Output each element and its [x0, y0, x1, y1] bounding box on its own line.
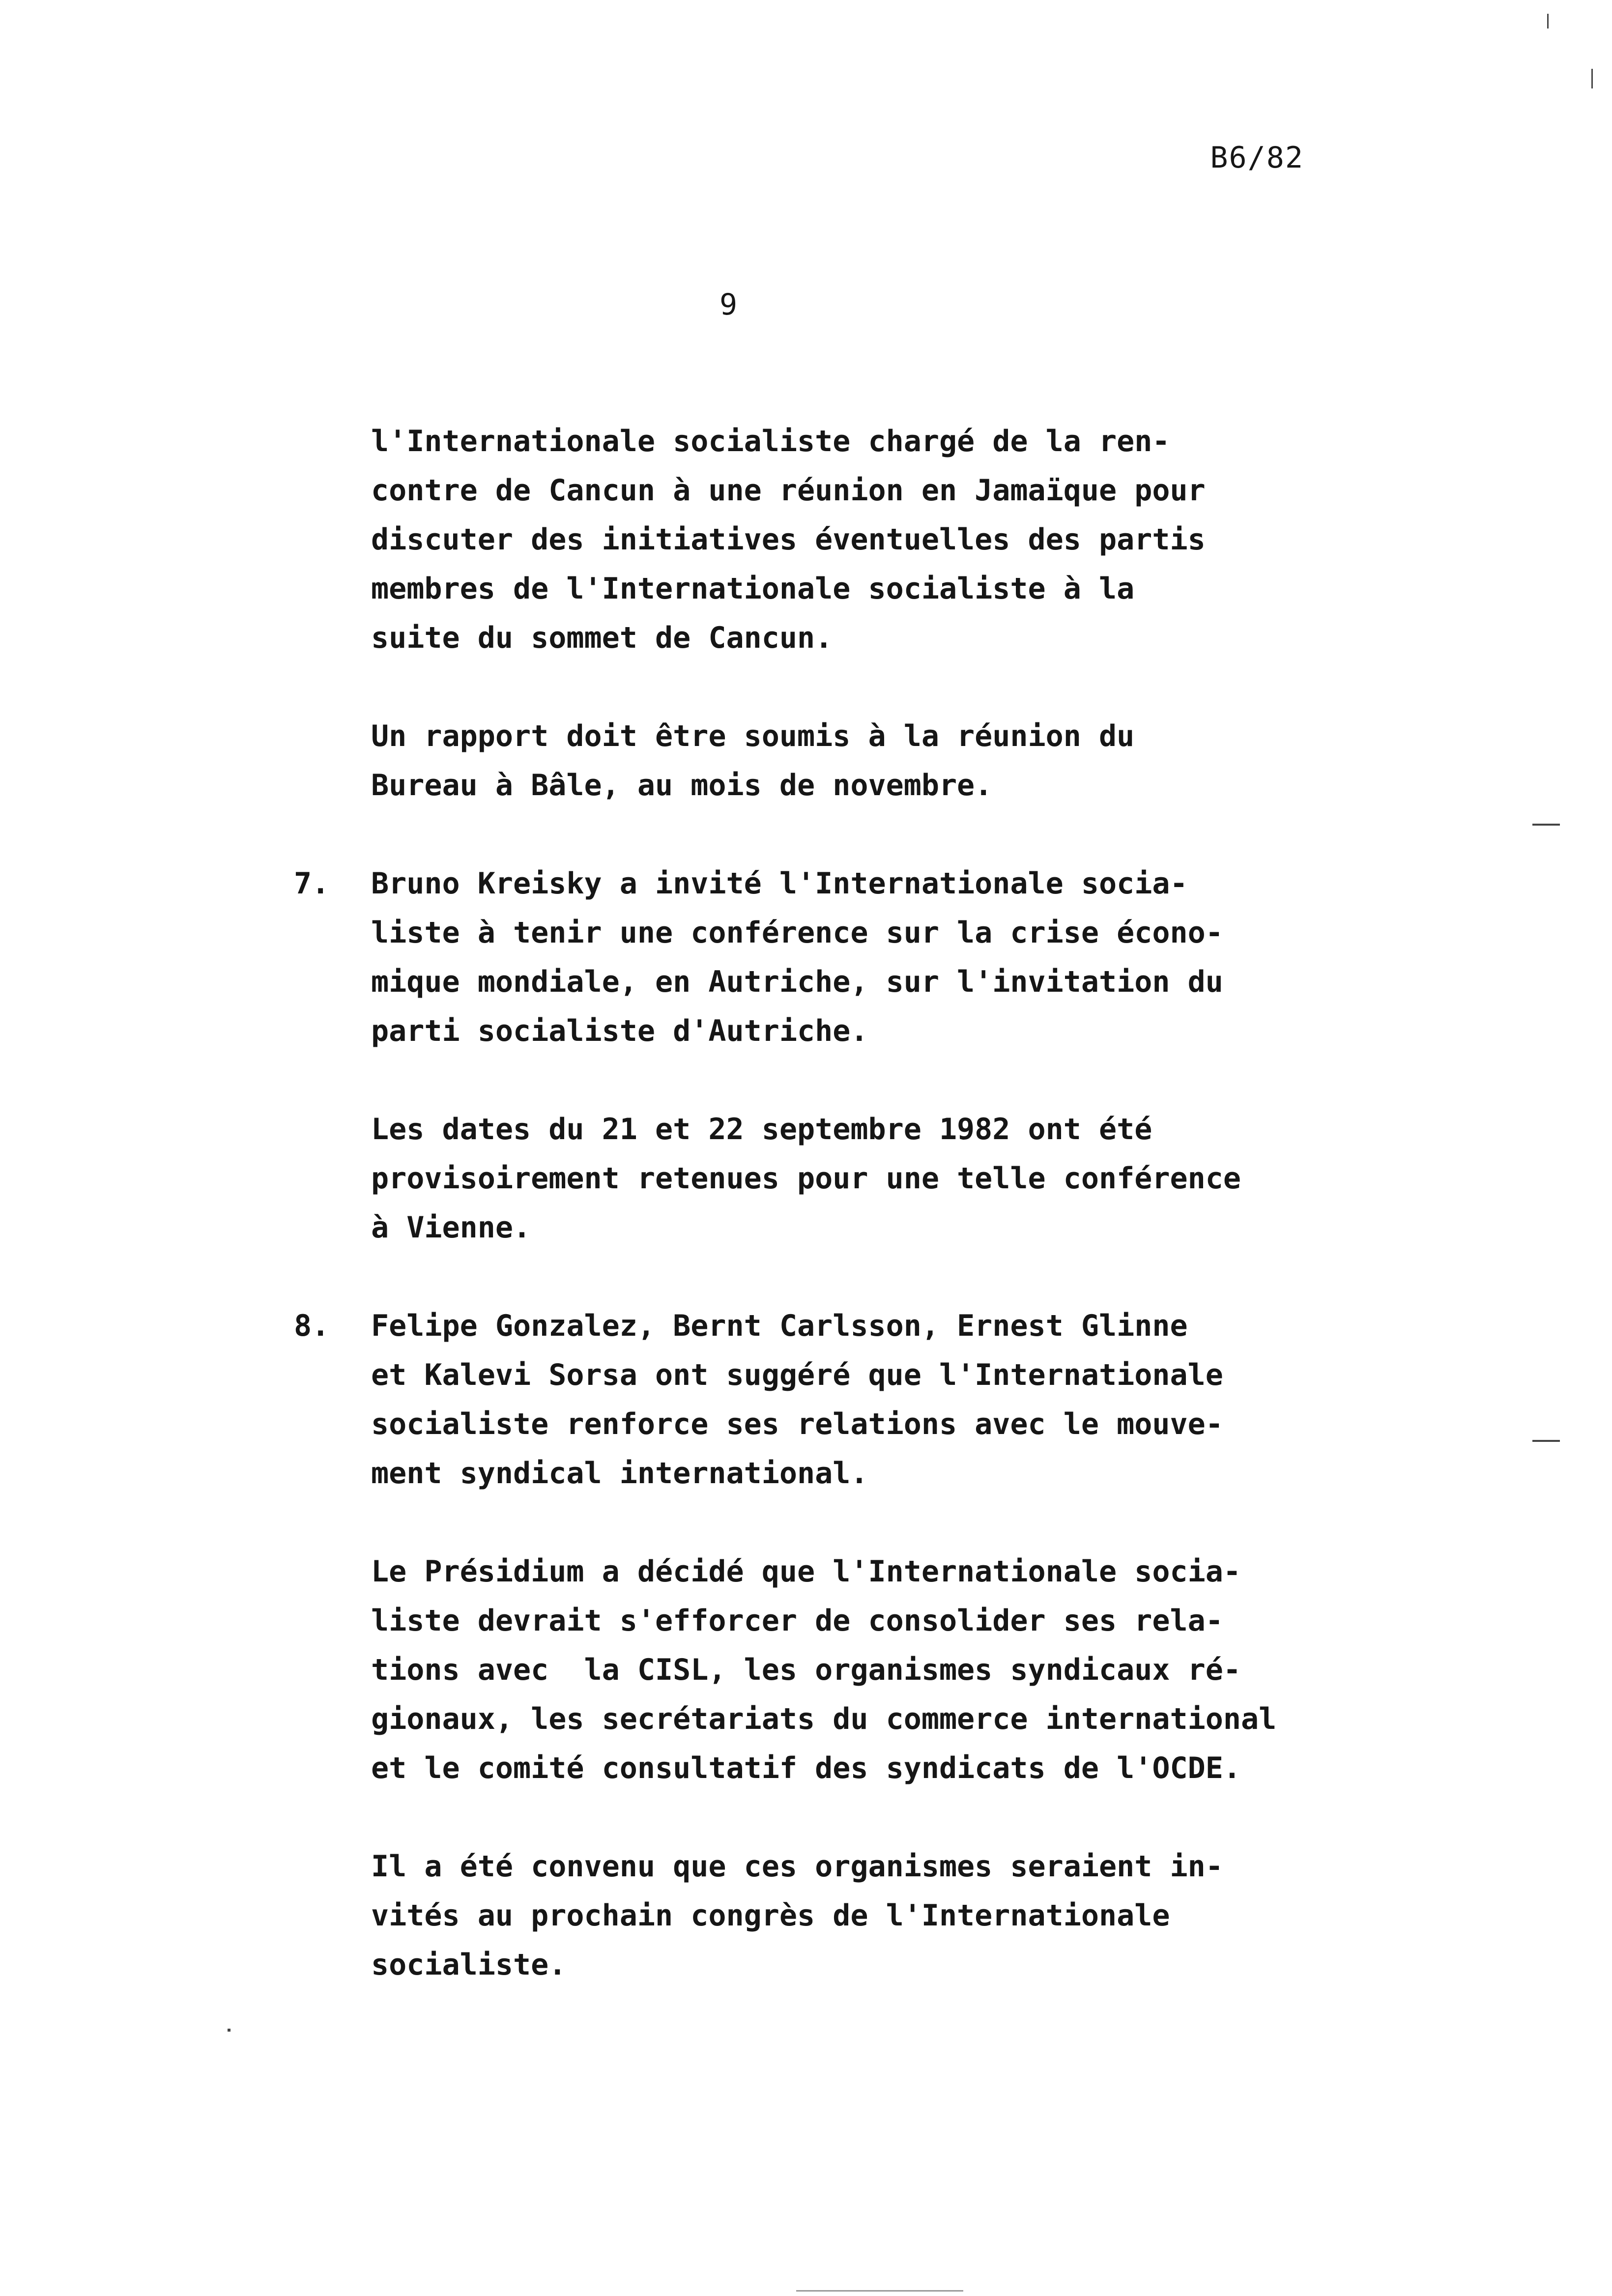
item-number: 7.: [294, 866, 330, 901]
margin-dot-left: [228, 2029, 230, 2032]
text-line: liste devrait s'efforcer de consolider ses rela-: [371, 1604, 1223, 1638]
margin-dash-1: [1532, 824, 1560, 826]
text-line: et le comité consultatif des syndicats de l'OCDE.: [371, 1751, 1241, 1785]
bottom-edge-line: [796, 2290, 963, 2292]
text-line: et Kalevi Sorsa ont suggéré que l'Internationale: [371, 1358, 1223, 1392]
text-line: gionaux, les secrétariats du commerce international: [371, 1702, 1277, 1736]
text-line: provisoirement retenues pour une telle conférence: [371, 1161, 1241, 1196]
text-line: mique mondiale, en Autriche, sur l'invitation du: [371, 965, 1223, 999]
text-line: contre de Cancun à une réunion en Jamaïque pour: [371, 473, 1206, 508]
item-number: 8.: [294, 1309, 330, 1343]
text-line: Le Présidium a décidé que l'Internationale socia-: [371, 1554, 1241, 1589]
paragraph-conference-dates: [371, 1105, 1383, 1252]
text-line: socialiste renforce ses relations avec le mouve-: [371, 1407, 1223, 1441]
text-line: Il a été convenu que ces organismes seraient in-: [371, 1849, 1223, 1884]
text-line: Bureau à Bâle, au mois de novembre.: [371, 768, 993, 803]
margin-mark-top-right-2: [1591, 69, 1593, 88]
paragraph-item-8: [294, 1301, 1383, 1498]
text-line: Les dates du 21 et 22 septembre 1982 ont été: [371, 1112, 1152, 1147]
text-line: Un rapport doit être soumis à la réunion du: [371, 719, 1135, 753]
margin-mark-top-right: [1547, 14, 1549, 29]
text-line: discuter des initiatives éventuelles des partis: [371, 522, 1206, 557]
document-reference: B6/82: [1210, 141, 1304, 175]
text-line: à Vienne.: [371, 1210, 531, 1245]
text-line: Felipe Gonzalez, Bernt Carlsson, Ernest Glinne: [371, 1309, 1188, 1343]
text-line: socialiste.: [371, 1948, 567, 1982]
paragraph-congress-invitation: [371, 1842, 1383, 1989]
text-line: liste à tenir une conférence sur la crise écono-: [371, 916, 1223, 950]
text-line: Bruno Kreisky a invité l'Internationale socia-: [371, 866, 1188, 901]
text-line: suite du sommet de Cancun.: [371, 621, 833, 655]
text-line: tions avec la CISL, les organismes syndicaux ré-: [371, 1653, 1241, 1687]
text-line: vités au prochain congrès de l'Internationale: [371, 1898, 1170, 1933]
paragraph-presidium-decision: [371, 1547, 1383, 1793]
paragraph-report-basel: [371, 712, 1383, 810]
document-body: [294, 417, 1383, 2038]
text-line: membres de l'Internationale socialiste à la: [371, 572, 1135, 606]
paragraph-cancun-meeting: [371, 417, 1383, 662]
text-line: parti socialiste d'Autriche.: [371, 1014, 868, 1048]
text-line: l'Internationale socialiste chargé de la ren-: [371, 424, 1170, 459]
margin-dash-2: [1532, 1440, 1560, 1442]
paragraph-item-7: [294, 859, 1383, 1056]
page-number: 9: [720, 287, 738, 322]
text-line: ment syndical international.: [371, 1456, 868, 1491]
